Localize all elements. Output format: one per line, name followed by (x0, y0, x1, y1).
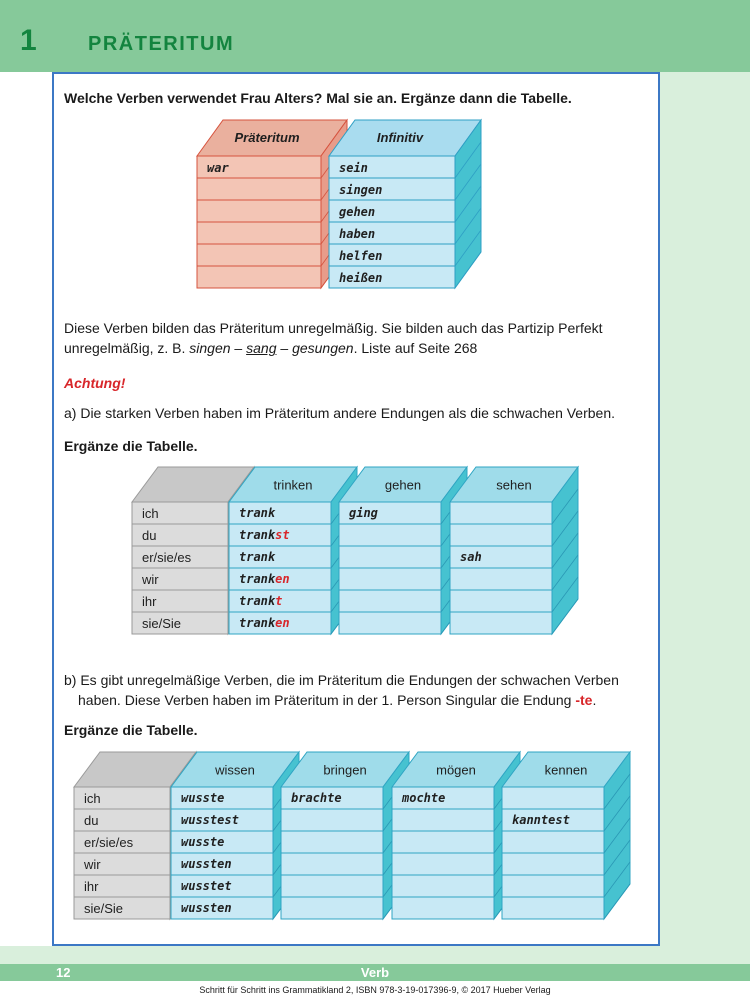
table-a-cell-stem: ging (349, 506, 378, 520)
note-example-2: sang (246, 340, 277, 356)
table-a-cell-value (239, 594, 282, 608)
table-a-cell (450, 612, 552, 634)
part-a-text: a) Die starken Verben haben im Präteritum andere Endungen als die schwachen Verben. (64, 405, 616, 421)
table-a-cell (339, 612, 441, 634)
task1-praeteritum-cell (197, 244, 321, 266)
chapter-number: 1 (20, 24, 37, 57)
table-b-cell-value: kanntest (512, 813, 570, 827)
note-suffix: . Liste auf Seite 268 (353, 340, 478, 356)
note-example-1: singen (189, 340, 231, 356)
task1-praeteritum-cell (197, 200, 321, 222)
table-a-cell-stem: trank (239, 550, 276, 564)
table-a-cell-value (239, 506, 276, 520)
table-a-col-header: sehen (496, 477, 532, 493)
table-b-cell (392, 809, 494, 831)
task1-infinitiv-header: Infinitiv (376, 130, 424, 145)
table-a-cell-value (460, 550, 482, 564)
table-b-col-header: mögen (436, 762, 476, 778)
table-a-pronoun: sie/Sie (142, 616, 182, 631)
table-b-pronoun: du (84, 813, 99, 828)
table-a-cell-value (239, 550, 276, 564)
table-a-cell-value (239, 616, 290, 630)
table-b-cell-value: wusste (181, 835, 225, 849)
table-a-cell-stem: trank (239, 528, 276, 542)
table-a-pronoun: ihr (142, 594, 157, 609)
table-a-cell (450, 502, 552, 524)
task1-table (197, 120, 481, 288)
task1-instruction: Welche Verben verwendet Frau Alters? Mal sie an. Ergänze dann die Tabelle. (64, 90, 572, 106)
note-dash-1: – (230, 340, 247, 356)
table-b-pronoun: er/sie/es (84, 835, 134, 850)
table-b-cell (281, 875, 383, 897)
table-b-pronoun: wir (84, 857, 101, 872)
table-a-cell-stem: trank (239, 506, 276, 520)
table-b-cell-value: wusstet (181, 879, 232, 893)
table-b-cell (392, 897, 494, 919)
table-b-cell (281, 897, 383, 919)
table-b-cell (281, 853, 383, 875)
part-b-line-1: b) Es gibt unregelmäßige Verben, die im Präteritum die Endungen der schwachen Verben (64, 672, 619, 688)
table-b-cell (502, 897, 604, 919)
table-b-pronoun: ich (84, 791, 101, 806)
table-b-cell-value: wusstest (181, 813, 239, 827)
table-b-pronoun: ihr (84, 879, 99, 894)
table-a-cell-ending: st (275, 528, 290, 542)
note-example-3: gesungen (292, 340, 354, 356)
task1-infinitiv-value: sein (339, 161, 368, 175)
table-b-cell (392, 853, 494, 875)
part-b-ending: -te (575, 692, 593, 708)
table-a-cell (339, 568, 441, 590)
table-a-cell (450, 568, 552, 590)
table-a-cell-ending: en (275, 572, 290, 586)
table-b-cell (502, 875, 604, 897)
table-b-cell-value: mochte (402, 791, 446, 805)
note-prefix: unregelmäßig, z. B. (64, 340, 190, 356)
part-b-line-2 (78, 690, 596, 710)
table-b-col-header: bringen (323, 762, 367, 778)
table-a-pronoun: wir (142, 572, 159, 587)
table-b-cell (392, 831, 494, 853)
table-b-cell (281, 831, 383, 853)
table-b-pronoun: sie/Sie (84, 901, 124, 916)
table-a-cell (339, 590, 441, 612)
part-b-instruction: Ergänze die Tabelle. (64, 722, 198, 738)
part-b-line-2-text: haben. Diese Verben haben im Präteritum in der 1. Person Singular die Endung (78, 692, 576, 708)
task1-infinitiv-value: gehen (339, 205, 376, 219)
table-a-cell-ending: en (275, 616, 290, 630)
table-a-cell-value (349, 506, 378, 520)
table-b-cell (502, 787, 604, 809)
note-line-1: Diese Verben bilden das Präteritum unregelmäßig. Sie bilden auch das Partizip Perfekt (64, 320, 603, 336)
task1-praeteritum-cell (197, 266, 321, 288)
table-a-cell (450, 524, 552, 546)
task1-praeteritum-value: war (207, 161, 229, 175)
table-a-cell (339, 546, 441, 568)
achtung-heading: Achtung! (64, 375, 126, 391)
table-a-col-header: trinken (273, 477, 313, 493)
table-a-cell (450, 590, 552, 612)
table-a-cell (339, 524, 441, 546)
table-a-cell-stem: trank (239, 616, 276, 630)
table-a-pronoun: du (142, 528, 157, 543)
task1-infinitiv-value: haben (339, 227, 376, 241)
page-number: 12 (56, 965, 71, 980)
table-a-pronoun: ich (142, 506, 159, 521)
table-b-col-header: wissen (215, 762, 255, 778)
table-b-cell (502, 853, 604, 875)
table-a-cell-stem: trank (239, 572, 276, 586)
footer-section: Verb (360, 965, 390, 980)
table-a-col-header: gehen (384, 477, 422, 493)
table-b-col-header: kennen (544, 762, 588, 778)
table-b-cell-value: wussten (181, 857, 232, 871)
table-b-cell (392, 875, 494, 897)
task1-praeteritum-cell (197, 222, 321, 244)
copyright-line: Schritt für Schritt ins Grammatikland 2, ISBN 978-3-19-017396-9, © 2017 Hueber Verlag (199, 985, 551, 995)
conjugation-table-a (132, 467, 578, 634)
table-a-cell-stem: trank (239, 594, 276, 608)
task1-infinitiv-value: singen (339, 183, 383, 197)
table-a-pronoun: er/sie/es (142, 550, 192, 565)
table-b-cell (281, 809, 383, 831)
task1-infinitiv-value: helfen (339, 249, 383, 263)
table-a-cell-value (239, 528, 290, 542)
table-b-cell-value: wussten (181, 901, 232, 915)
table-b-cell-value: brachte (291, 791, 342, 805)
table-a-cell-ending: t (275, 594, 283, 608)
table-b-cell-value: wusste (181, 791, 225, 805)
task1-infinitiv-value: heißen (339, 271, 383, 285)
table-a-cell-stem: sah (460, 550, 482, 564)
note-dash-2: – (276, 340, 293, 356)
task1-praeteritum-cell (197, 178, 321, 200)
chapter-title: PRÄTERITUM (88, 33, 235, 55)
part-a-instruction: Ergänze die Tabelle. (64, 438, 198, 454)
table-b-cell (502, 831, 604, 853)
task1-praeteritum-header: Präteritum (234, 130, 300, 145)
conjugation-table-b (74, 752, 630, 919)
part-b-line-2-end: . (592, 692, 597, 708)
note-line-2 (64, 338, 477, 358)
table-a-cell-value (239, 572, 290, 586)
